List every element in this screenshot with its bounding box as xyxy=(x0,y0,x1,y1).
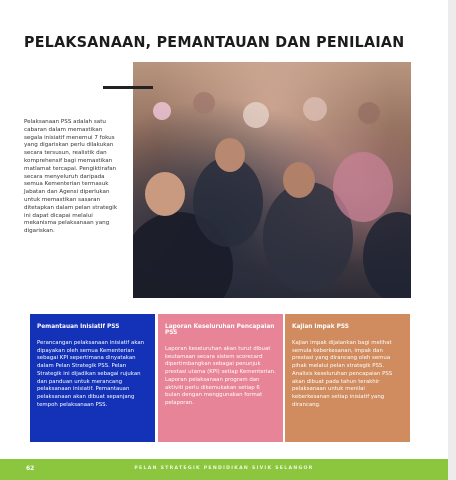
panel-laporan xyxy=(158,314,283,442)
panel-body: Kajian impak dijalankan bagi melihat semula keberkesanan, impak dan prestasi yang dirancang oleh semua pihak melalui pelan strategik PSS. Analisis keseluruhan pencapaian PSS akan dibuat pada tahun terakhir pelaksanaan untuk menilai keberkesanan setiap inisiatif yang dirancang. xyxy=(292,340,393,408)
title-accent-line xyxy=(103,86,153,89)
panel-kajian-impak xyxy=(285,314,410,442)
panel-body: Perancangan pelaksanaan inisiatif akan dipayakan oleh semua Kementerian sebagai KPI sepertimana dinyatakan dalam Pelan Strategik PSS. Pelan Strategik ini dijadikan sebagai rujukan dan panduan untuk merancang pelaksanaan inisiatif. Pemantauan pelaksanaan akan dibuat sepanjang tempoh pelaksanaan PSS. xyxy=(37,340,145,408)
panel-heading: Pemantauan Inisiatif PSS xyxy=(37,324,120,330)
intro-paragraph: Pelaksanaan PSS adalah satu cabaran dalam memastikan segala inisiatif menemui 7 fokus yang digariskan perlu dilakukan secara tersusun, realistik dan komprehensif bagi memastikan matlamat tercapai. Pengiktirafan secara menyeluruh daripada semua Kementerian termasuk Jabatan dan Agensi diperlukan untuk memastikan sasaran ditetapkan dalam pelan strategik ini dapat dicapai melalui mekanisma pelaksanaan yang digariskan. xyxy=(24,119,118,235)
footer-document-title: PELAN STRATEGIK PENDIDIKAN SIVIK SELANGOR xyxy=(134,465,314,471)
panel-heading: Kajian Impak PSS xyxy=(292,324,349,330)
footer-bar xyxy=(0,459,448,480)
panel-body: Laporan keseluruhan akan turut dibuat keutamaan secara sistem scorecard dipertimbangkan sebagai penunjuk prestasi utama (KPI) setiap Kementerian. Laporan pelaksanaan program dan aktiviti perlu dikemukakan setiap 6 bulan dengan menggunakan format pelaporan. xyxy=(165,346,276,406)
page-number: 62 xyxy=(26,465,35,472)
page-edge xyxy=(448,0,456,480)
panel-pemantauan xyxy=(30,314,155,442)
audience-photo xyxy=(133,62,411,298)
page-title: PELAKSANAAN, PEMANTAUAN DAN PENILAIAN xyxy=(24,33,405,51)
panel-heading: Laporan Keseluruhan Pencapaian PSS xyxy=(165,324,275,336)
